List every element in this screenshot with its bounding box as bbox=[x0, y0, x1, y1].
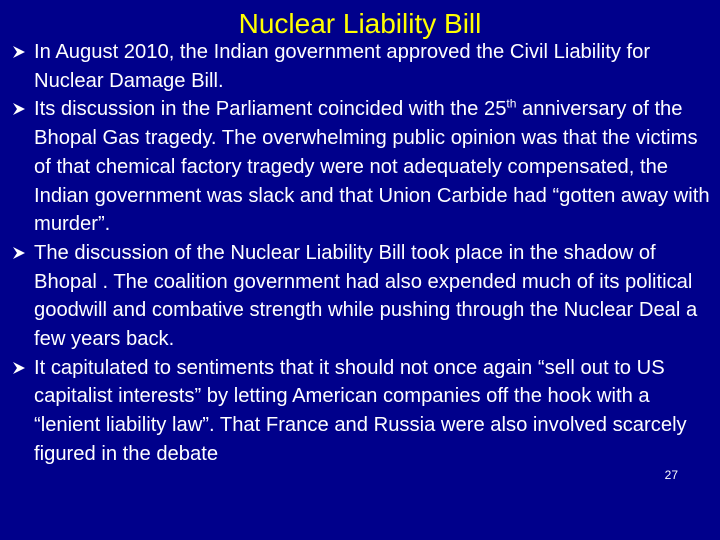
arrowhead-bullet-icon bbox=[12, 38, 28, 66]
bullet-text: Its discussion in the Parliament coincided with the 25 bbox=[34, 98, 507, 121]
bullet-list bbox=[10, 38, 715, 469]
bullet-item bbox=[10, 38, 715, 95]
slide-title: Nuclear Liability Bill bbox=[238, 8, 482, 39]
bullet-item bbox=[10, 239, 715, 354]
bullet-text: In August 2010, the Indian government approved the Civil Liability for Nuclear Damage Bill. bbox=[34, 41, 651, 92]
arrowhead-bullet-icon bbox=[12, 354, 28, 382]
bullet-text: It capitulated to sentiments that it should not once again “sell out to US capitalist interests” by letting American companies off the hook with a “lenient liability law”. That France and Russia were also involved scarcely figured in the debate bbox=[34, 356, 687, 465]
bullet-item bbox=[10, 354, 715, 469]
bullet-item bbox=[10, 95, 715, 239]
bullet-text-continued: anniversary of the Bhopal Gas tragedy. The overwhelming public opinion was that the victims of that chemical factory tragedy were not adequately compensated, the Indian government was slack and that Union Carbide had “gotten away with murder”. bbox=[34, 98, 710, 236]
ordinal-suffix: th bbox=[506, 96, 517, 111]
bullet-text: The discussion of the Nuclear Liability Bill took place in the shadow of Bhopal . The coalition government had also expended much of its political goodwill and combative strength while pushing through the Nuclear Deal a few years back. bbox=[34, 241, 698, 351]
page-number: 27 bbox=[664, 468, 678, 482]
arrowhead-bullet-icon bbox=[12, 239, 28, 267]
arrowhead-bullet-icon bbox=[12, 95, 28, 123]
